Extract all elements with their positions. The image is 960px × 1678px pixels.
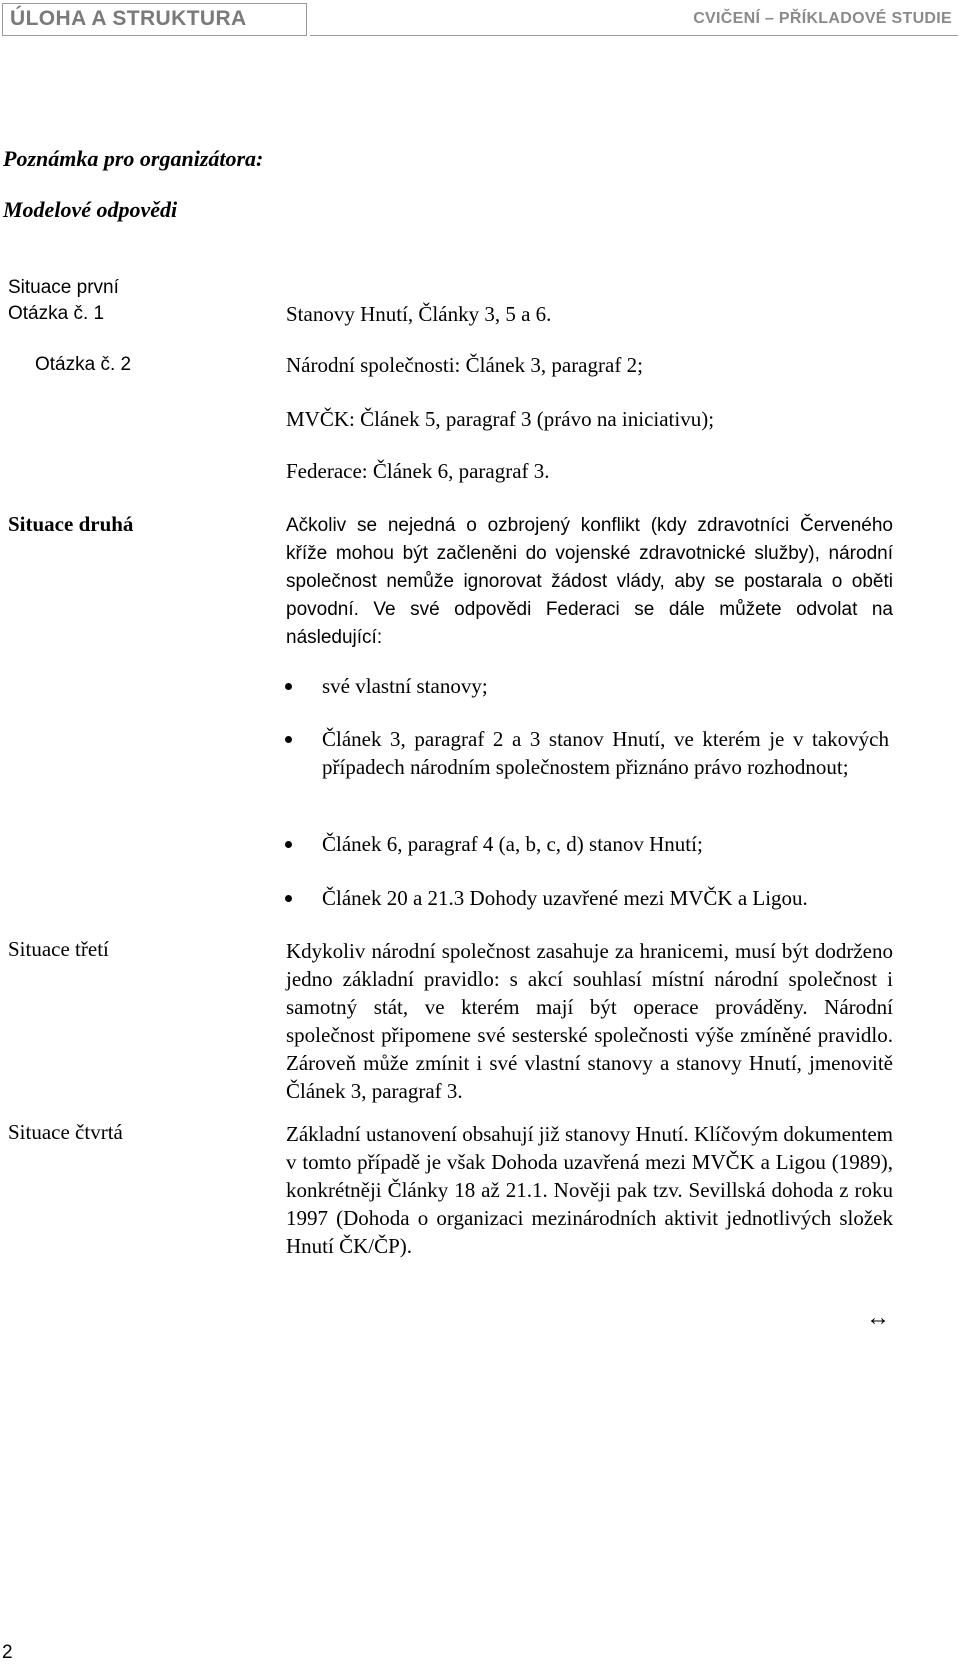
bullet-text: své vlastní stanovy; (322, 674, 488, 698)
bullet-text: Článek 20 a 21.3 Dohody uzavřené mezi MVČK a Ligou. (322, 886, 808, 910)
situation-second-label: Situace druhá (8, 512, 134, 536)
header-divider (310, 35, 958, 36)
question-2-answer-line: Národní společnosti: Článek 3, paragraf 2; (286, 353, 643, 377)
situation-fourth-label: Situace čtvrtá (8, 1120, 123, 1144)
header-right-title: CVIČENÍ – PŘÍKLADOVÉ STUDIE (693, 10, 952, 27)
situation-second-paragraph: Ačkoliv se nejedná o ozbrojený konflikt (kdy zdravotníci Červeného kříže mohou být začleněni do vojenské zdravotnické služby), národní společnost nemůže ignorovat žádost vlády, aby se postarala o oběti povodní. Ve své odpovědi Federaci se dále můžete odvolat na následující: (286, 515, 893, 648)
question-1-label: Otázka č. 1 (8, 303, 105, 324)
bullet-text: Článek 3, paragraf 2 a 3 stanov Hnutí, ve kterém je v takových případech národním společnostem přiznáno právo rozhodnout; (322, 727, 889, 779)
bullet-text: Článek 6, paragraf 4 (a, b, c, d) stanov Hnutí; (322, 832, 703, 856)
situation-third-label: Situace třetí (8, 937, 109, 961)
bullet-icon (285, 736, 292, 743)
situation-third-paragraph: Kdykoliv národní společnost zasahuje za hranicemi, musí být dodrženo jedno základní pravidlo: s akcí souhlasí místní národní společnost i samotný stát, ve kterém mají být operace prováděny. Národní společnost připomene své sesterské společnosti výše zmíněné pravidlo. Zároveň může zmínit i své vlastní stanovy a stanovy Hnutí, jmenovitě Článek 3, paragraf 3. (286, 939, 893, 1103)
question-2-answer-line: MVČK: Článek 5, paragraf 3 (právo na iniciativu); (286, 407, 715, 431)
bullet-icon (285, 895, 292, 902)
question-1-answer: Stanovy Hnutí, Články 3, 5 a 6. (286, 302, 552, 326)
page-number: 2 (2, 1642, 13, 1663)
header-left-title: ÚLOHA A STRUKTURA (10, 7, 247, 30)
bullet-icon (285, 841, 292, 848)
model-answers-heading: Modelové odpovědi (3, 197, 178, 222)
note-heading: Poznámka pro organizátora: (3, 146, 264, 171)
question-2-answer-line: Federace: Článek 6, paragraf 3. (286, 459, 550, 483)
bullet-icon (285, 683, 292, 690)
situation-first-label: Situace první (8, 277, 119, 298)
navigation-arrow-icon: ↔ (866, 1305, 890, 1331)
situation-fourth-paragraph: Základní ustanovení obsahují již stanovy Hnutí. Klíčovým dokumentem v tomto případě je však Dohoda uzavřená mezi MVČK a Ligou (1989), konkrétněji Články 18 až 21.1. Nověji pak tzv. Sevillská dohoda z roku 1997 (Dohoda o organizaci mezinárodních aktivit jednotlivých složek Hnutí ČK/ČP). (286, 1122, 893, 1258)
question-2-label: Otázka č. 2 (35, 354, 132, 375)
